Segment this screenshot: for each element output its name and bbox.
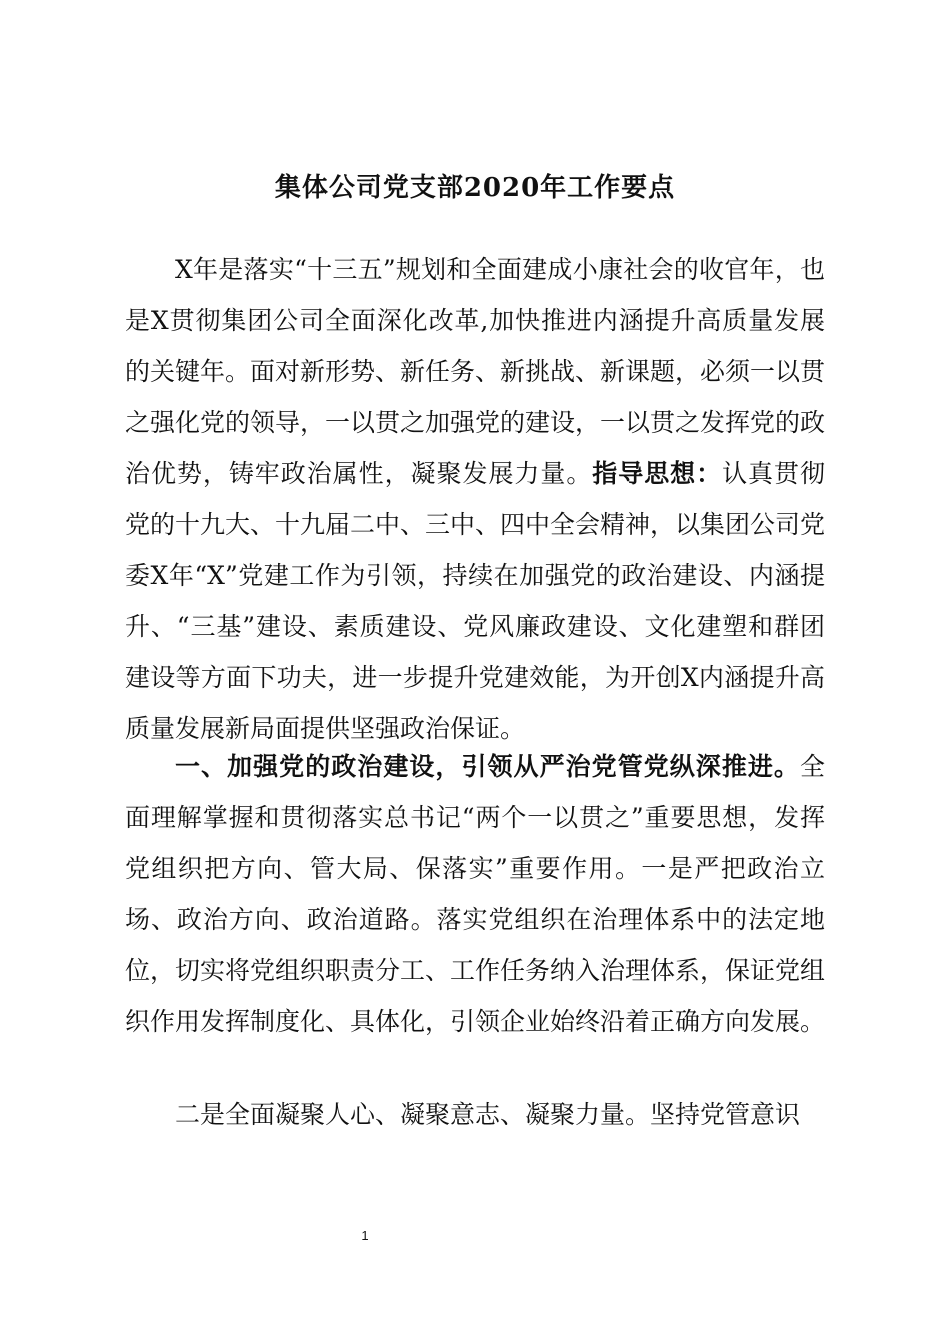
- paragraph-section-1: [125, 741, 825, 1047]
- document-title: 集体公司党支部2020年工作要点: [274, 173, 676, 203]
- paragraph-item-2: [125, 1089, 825, 1140]
- section-1-heading: 一、加强党的政治建设，引领从严治党管党纵深推进。: [175, 752, 800, 781]
- item-2-text: 二是全面凝聚人心、凝聚意志、凝聚力量。坚持党管意识: [175, 1100, 801, 1129]
- section-1-text: 全面理解掌握和贯彻落实总书记“两个一以贯之”重要思想，发挥党组织把方向、管大局、保落实”重要作用。一是严把政治立场、政治方向、政治道路。落实党组织在治理体系中的法定地位，切实将党组织职责分工、工作任务纳入治理体系，保证党组织作用发挥制度化、具体化，引领企业始终沿着正确方向发展。: [125, 752, 826, 1036]
- paragraph-intro-text: X年是落实“十三五”规划和全面建成小康社会的收官年，也是X贯彻集团公司全面深化改革,加快推进内涵提升高质量发展的关键年。面对新形势、新任务、新挑战、新课题，必须一以贯之强化党的领导，一以贯之加强党的建设，一以贯之发挥党的政治优势，铸牢政治属性，凝聚发展力量。: [125, 255, 826, 488]
- page-number: 1: [361, 1228, 369, 1243]
- guiding-thought-label: 指导思想：: [592, 459, 723, 488]
- guiding-thought-text: 认真贯彻党的十九大、十九届二中、三中、四中全会精神，以集团公司党委X年“X”党建工作为引领，持续在加强党的政治建设、内涵提升、“三基”建设、素质建设、党风廉政建设、文化建塑和群团建设等方面下功夫，进一步提升党建效能，为开创X内涵提升高质量发展新局面提供坚强政治保证。: [125, 459, 826, 743]
- paragraph-intro: [125, 244, 825, 754]
